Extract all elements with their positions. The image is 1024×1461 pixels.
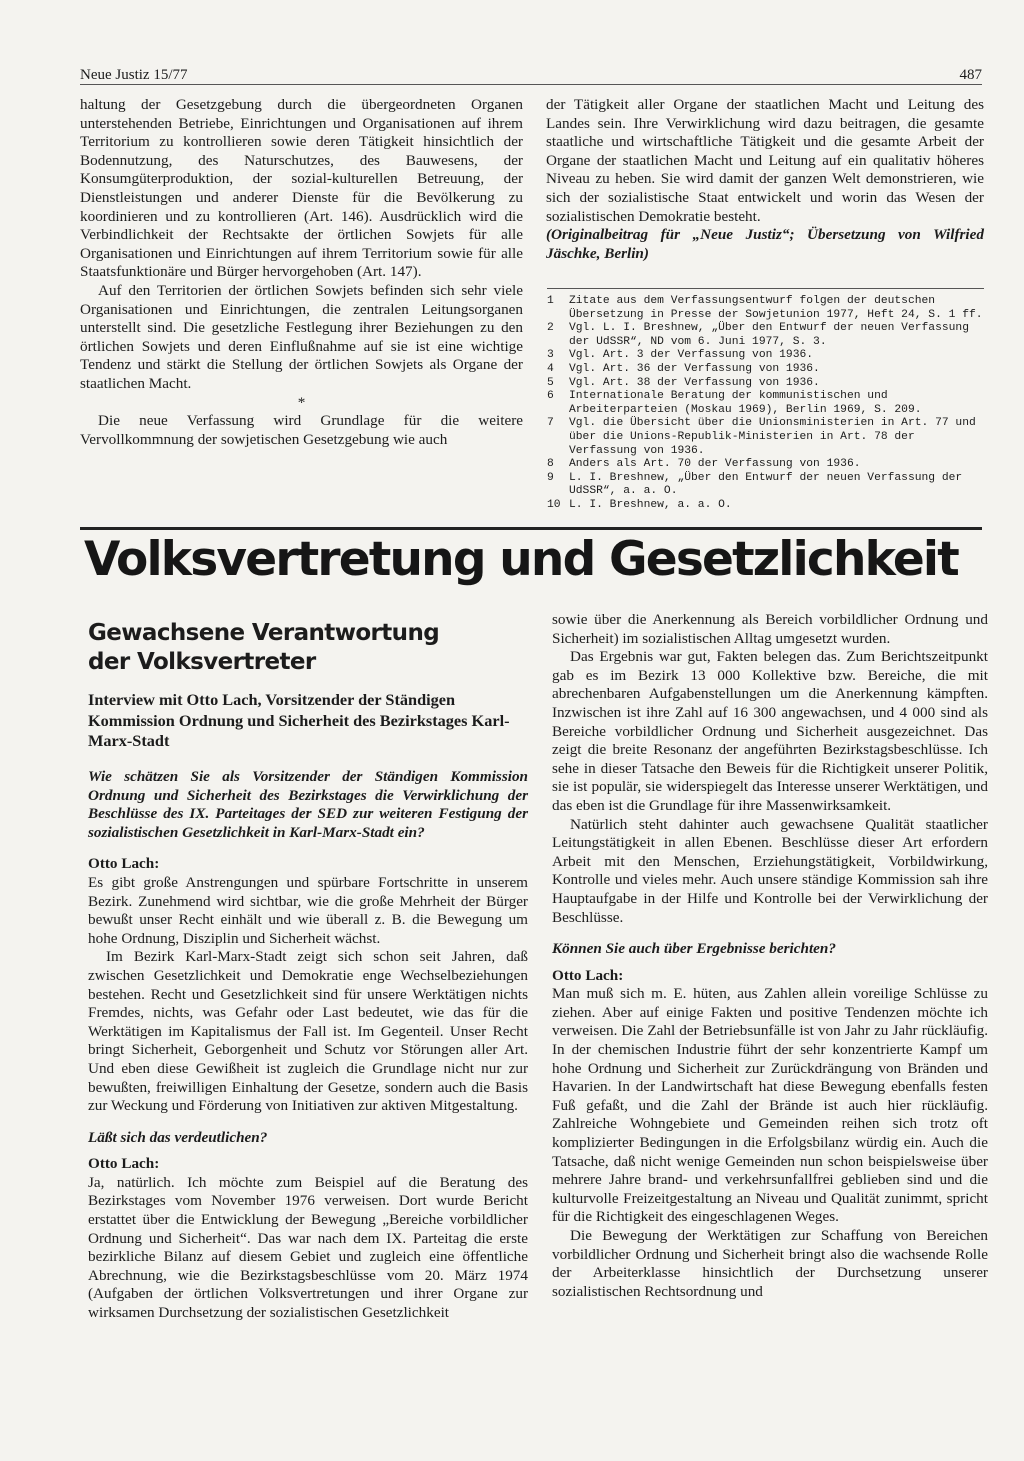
top-left-column (80, 96, 523, 449)
footnote-number: 6 (547, 390, 554, 403)
footnote (547, 458, 984, 472)
interview-answer: sowie über die Anerkennung als Bereich vorbildlicher Ordnung und Sicherheit) im sozialistischen Alltag umgesetzt wurden. (552, 611, 988, 647)
interview-answer: Es gibt große Anstrengungen und spürbare Fortschritte in unserem Bezirk. Zunehmend wird sichtbar, wie die große Mehrheit der Bürger bewußt unser Recht einhält und wie überall z. B. die Bewegung um hohe Ordnung, Disziplin und Sicherheit wächst. (88, 873, 528, 947)
section-rule (80, 527, 982, 530)
footnote (547, 499, 984, 513)
speaker-label: Otto Lach: (552, 966, 624, 984)
speaker-label: Otto Lach: (88, 1155, 160, 1173)
section-separator: * (297, 393, 306, 411)
interview-question: Wie schätzen Sie als Vorsitzender der Ständigen Kommission Ordnung und Sicherheit des Bezirkstages die Verwirklichung der Beschlüsse des IX. Parteitages der SED zur weiteren Festigung der sozialistischen Gesetzlichkeit in Karl-Marx-Stadt ein? (88, 768, 528, 841)
body-paragraph: Die neue Verfassung wird Grundlage für die weitere Vervollkommnung der sowjetischen Gesetzgebung wie auch (80, 412, 523, 448)
interview-answer: Das Ergebnis war gut, Fakten belegen das. Zum Berichtszeitpunkt gab es im Bezirk 13 000 Kollektive bzw. Bereiche, die mit abrechenbaren Aufgabenstellungen um die Anerkennung kämpften. Inzwischen ist ihre Zahl auf 16 300 angewachsen, und 4 000 sind als Bereiche vorbildlicher Ordnung und Sicherheit ausgezeichnet. Das zeigt die breite Resonanz der angeführten Bezirkstagsbeschlüsse. Ich sehe in dieser Tatsache den Beweis für die Richtigkeit unserer Politik, sie ist populär, sie widerspiegelt das Interesse unserer Werktätigen, und das eben ist die Grundlage für ihre Massenwirksamkeit. (552, 648, 988, 814)
article-subtitle: Interview mit Otto Lach, Vorsitzender der Ständigen Kommission Ordnung und Sicherheit des Bezirkstages Karl-Marx-Stadt (88, 690, 510, 750)
footnote-number: 5 (547, 376, 554, 389)
footnote-number: 8 (547, 458, 554, 471)
page-number: 487 (959, 67, 982, 83)
running-head (80, 62, 982, 85)
footnote (547, 322, 984, 349)
footnote (547, 295, 984, 322)
interview-question: Können Sie auch über Ergebnisse berichten? (552, 940, 836, 958)
footnote-text: Vgl. Art. 3 der Verfassung von 1936. (569, 349, 814, 362)
body-paragraph: haltung der Gesetzgebung durch die übergeordneten Organen unterstehenden Betriebe, Einrichtungen und Organisationen auf ihrem Territorium zu kontrollieren sowie deren Tätigkeit hinsichtlich der Bodennutzung, des Naturschutzes, des Bauwesens, der Konsumgüterproduktion, der sozial-kulturellen Betreuung, der Dienstleistungen und anderer Dienste für die Bevölkerung zu koordinieren und zu kontrollieren (Art. 146). Ausdrücklich wird die Verbindlichkeit der Rechtsakte der örtlichen Sowjets für alle Organisationen und Einrichtungen auf ihrem Territorium sowie für alle Staatsfunktionäre und Bürger hervorgehoben (Art. 147). (80, 96, 523, 281)
footnote (547, 390, 984, 417)
footnote-text: Zitate aus dem Verfassungsentwurf folgen der deutschen Übersetzung in Presse der Sowjetunion 1977, Heft 24, S. 1 ff. (569, 295, 983, 321)
body-paragraph: Auf den Territorien der örtlichen Sowjets befinden sich sehr viele Organisationen und Einrichtungen, die zentralen Leitungsorganen unterstellt sind. Die gesetzliche Festlegung ihrer Beziehungen zu den örtlichen Sowjets und deren Einflußnahme auf sie ist eine wichtige Tendenz und stärkt die Stellung der örtlichen Sowjets als Organe der staatlichen Macht. (80, 281, 523, 392)
footnote-number: 2 (547, 322, 554, 335)
footnote (547, 377, 984, 391)
footnote-number: 4 (547, 362, 554, 375)
interview-answer: Die Bewegung der Werktätigen zur Schaffung von Bereichen vorbildlicher Ordnung und Sicherheit bringt also die wachsende Rolle der Arbeiterklasse hinsichtlich der Durchsetzung unserer sozialistischen Rechtsordnung und (552, 1227, 988, 1300)
speaker-label: Otto Lach: (88, 855, 160, 873)
interview-answer: Ja, natürlich. Ich möchte zum Beispiel auf die Beratung des Bezirkstages vom November 1976 verweisen. Dort wurde Bericht erstattet über die Entwicklung der Bewegung „Bereiche vorbildlicher Ordnung und Sicherheit“. Das war nach dem IX. Parteitag die erste bezirkliche Bilanz auf diesem Gebiet und zugleich eine öffentliche Abrechnung, wie die Bezirkstagsbeschlüsse vom 20. März 1974 (Aufgaben der örtlichen Volksvertretungen und ihrer Organe zur wirksamen Durchsetzung der sozialistischen Gesetzlichkeit (88, 1173, 528, 1322)
interview-answer: Man muß sich m. E. hüten, aus Zahlen allein voreilige Schlüsse zu ziehen. Aber auf einige Fakten und positive Tendenzen möchte ich verweisen. Die Zahl der Betriebsunfälle ist von Jahr zu Jahr rückläufig. In der chemischen Industrie führt der sehr konzentrierte Kampf um hohe Ordnung und Sicherheit zur Zurückdrängung von Bränden und Havarien. In der Landwirtschaft hat diese Bewegung ebenfalls festen Fuß gefaßt, und die Zahl der Brände ist auch hier rückläufig. Zahlreiche Wohngebiete und Gemeinden reihen sich trotz oft komplizierter Bedingungen in die Erfolgsbilanz würdig ein. Auch die Tatsache, daß nicht wenige Gemeinden nun schon beispielsweise über mehrere Jahre brand- und verkehrsunfallfrei geblieben sind und die kulturvolle Freizeitgestaltung an Niveau und Qualität zunimmt, spricht für die Richtigkeit des eingeschlagenen Weges. (552, 985, 988, 1226)
footnote-text: L. I. Breshnew, a. a. O. (569, 498, 732, 511)
section-title: Volksvertretung und Gesetzlichkeit (84, 532, 958, 587)
interview-answer: Natürlich steht dahinter auch gewachsene Qualität staatlicher Leitungstätigkeit in allen Ebenen. Beschlüsse dieser Art erfordern Arbeit mit den Menschen, Erziehungstätigkeit, Vorbildwirkung, Kontrolle und vieles mehr. Auch unsere ständige Kommission sah ihre Hauptaufgabe in der Hilfe und Kontrolle bei der Verwirklichung der Beschlüsse. (552, 815, 988, 926)
footnote-text: L. I. Breshnew, „Über den Entwurf der neuen Verfassung der UdSSR“, a. a. O. (569, 471, 963, 498)
footnote (547, 363, 984, 377)
footnote (547, 417, 984, 458)
footnote-number: 1 (547, 295, 554, 307)
interview-left-column (88, 768, 528, 1323)
footnote (547, 349, 984, 363)
article-title-line: Gewachsene Verantwortung (88, 620, 440, 646)
footnote-text: Vgl. die Übersicht über die Unionsministerien in Art. 77 und über die Unions-Republik-Ministerien in Art. 78 der Verfassung von 1936. (569, 417, 976, 457)
footnote-text: Internationale Beratung der kommunistischen und Arbeiterparteien (Moskau 1969), Berlin 1969, S. 209. (569, 390, 922, 416)
article-title-line: der Volksvertreter (88, 649, 316, 675)
footnote-number: 10 (547, 498, 561, 511)
body-paragraph: der Tätigkeit aller Organe der staatlichen Macht und Leitung des Landes sein. Ihre Verwirklichung wird dazu beitragen, die gesamte staatliche und wirtschaftliche Tätigkeit und die gesamte Arbeit der Organe der staatlichen Macht und Leitung auf ein qualitativ höheres Niveau zu heben. Sie wird damit der ganzen Welt demonstrieren, wie sich der sozialistische Staat entwickelt und worin das Wesen der sozialistischen Demokratie besteht. (546, 96, 984, 225)
article-title (88, 619, 448, 677)
footnote (547, 472, 984, 499)
interview-question: Läßt sich das verdeutlichen? (88, 1128, 268, 1146)
top-right-column (546, 96, 984, 263)
footnote-number: 3 (547, 349, 554, 362)
interview-answer: Im Bezirk Karl-Marx-Stadt zeigt sich schon seit Jahren, daß zwischen Gesetzlichkeit und Demokratie enge Wechselbeziehungen bestehen. Recht und Gesetzlichkeit sind für unsere Werktätigen nichts Fremdes, nichts, was Gefahr oder Last bedeutet, wie das für die Werktätigen im Kapitalismus der Fall ist. Im Gegenteil. Unser Recht bringt Sicherheit, Geborgenheit und Schutz vor Störungen aller Art. Und eben diese Gewißheit ist zugleich die Grundlage nicht nur zur bewußten, freiwilligen Einhaltung der Gesetze, sondern auch die Basis zur Weckung und Förderung von Initiativen zur aktiven Mitgestaltung. (88, 948, 528, 1115)
footnote-text: Anders als Art. 70 der Verfassung von 1936. (569, 458, 861, 471)
journal-issue: Neue Justiz 15/77 (80, 67, 188, 83)
footnote-text: Vgl. L. I. Breshnew, „Über den Entwurf der neuen Verfassung der UdSSR“, ND vom 6. Juni 1977, S. 3. (569, 322, 969, 348)
footnote-text: Vgl. Art. 38 der Verfassung von 1936. (569, 376, 820, 389)
footnote-number: 7 (547, 417, 554, 430)
interview-right-column (552, 611, 988, 1301)
footnote-text: Vgl. Art. 36 der Verfassung von 1936. (569, 362, 820, 375)
footnote-number: 9 (547, 471, 554, 484)
byline: (Originalbeitrag für „Neue Justiz“; Übersetzung von Wilfried Jäschke, Berlin) (546, 226, 984, 262)
footnotes (547, 288, 984, 513)
